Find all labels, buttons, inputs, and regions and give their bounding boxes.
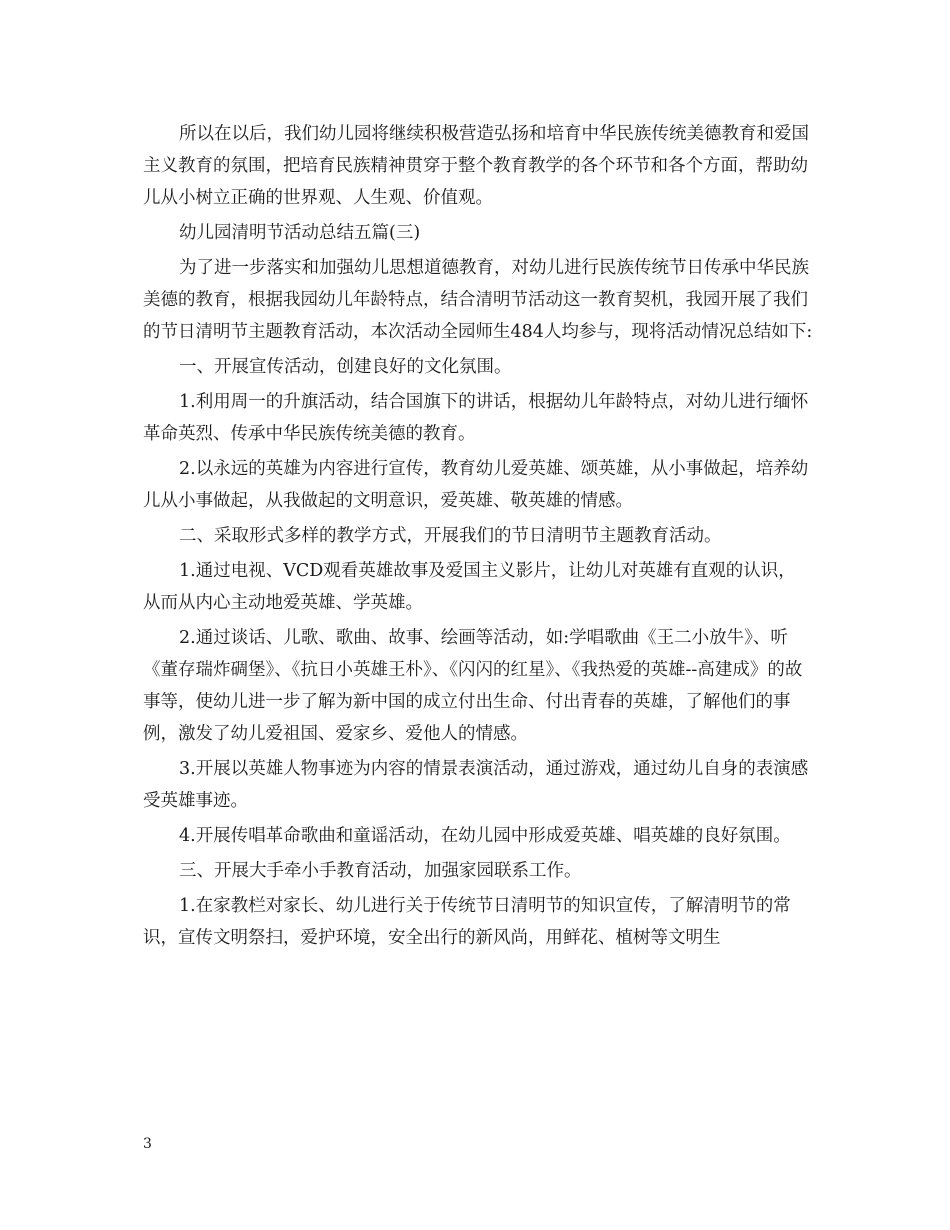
paragraph: 4.开展传唱革命歌曲和童谣活动，在幼儿园中形成爱英雄、唱英雄的良好氛围。 [179,826,791,846]
paragraph: 所以在以后，我们幼儿园将继续积极营造弘扬和培育中华民族传统美德教育和爱国主义教育的氛围，把培育民族精神贯穿于整个教育教学的各个环节和各个方面，帮助幼儿从小树立正确的世界观、人生观、价值观。 [143,124,809,208]
paragraph: 1.在家教栏对家长、幼儿进行关于传统节日清明节的知识宣传，了解清明节的常识，宣传文明祭扫，爱护环境，安全出行的新风尚，用鲜花、植树等文明生 [143,896,791,948]
paragraph: 2.以永远的英雄为内容进行宣传，教育幼儿爱英雄、颂英雄，从小事做起，培养幼儿从小事做起，从我做起的文明意识，爱英雄、敬英雄的情感。 [143,459,809,511]
section-heading: 三、开展大手牵小手教育活动，加强家园联系工作。 [179,861,582,881]
section-heading: 二、采取形式多样的教学方式，开展我们的节日清明节主题教育活动。 [179,526,722,546]
paragraph: 为了进一步落实和加强幼儿思想道德教育，对幼儿进行民族传统节日传承中华民族美德的教育，根据我园幼儿年龄特点，结合清明节活动这一教育契机，我园开展了我们的节日清明节主题教育活动，本次活动全园师生484人均参与，现将活动情况总结如下: [143,258,813,342]
paragraph: 3.开展以英雄人物事迹为内容的情景表演活动，通过游戏，通过幼儿自身的表演感受英雄事迹。 [143,759,809,811]
section-heading: 幼儿园清明节活动总结五篇(三) [179,223,421,243]
paragraph: 1.通过电视、VCD观看英雄故事及爱国主义影片，让幼儿对英雄有直观的认识，从而从内心主动地爱英雄、学英雄。 [143,561,796,613]
section-heading: 一、开展宣传活动，创建良好的文化氛围。 [179,357,512,377]
paragraph: 1.利用周一的升旗活动，结合国旗下的讲话，根据幼儿年龄特点，对幼儿进行缅怀革命英烈、传承中华民族传统美德的教育。 [143,392,809,444]
paragraph: 2.通过谈话、儿歌、歌曲、故事、绘画等活动，如:学唱歌曲《王二小放牛》、听《董存瑞炸碉堡》、《抗日小英雄王朴》、《闪闪的红星》、《我热爱的英雄--高建成》的故事等，使幼儿进一步了解为新中国的成立付出生命、付出青春的英雄，了解他们的事例，激发了幼儿爱祖国、爱家乡、爱他人的情感。 [143,628,803,744]
document-body [143,118,813,957]
page-number: 3 [143,1136,152,1152]
